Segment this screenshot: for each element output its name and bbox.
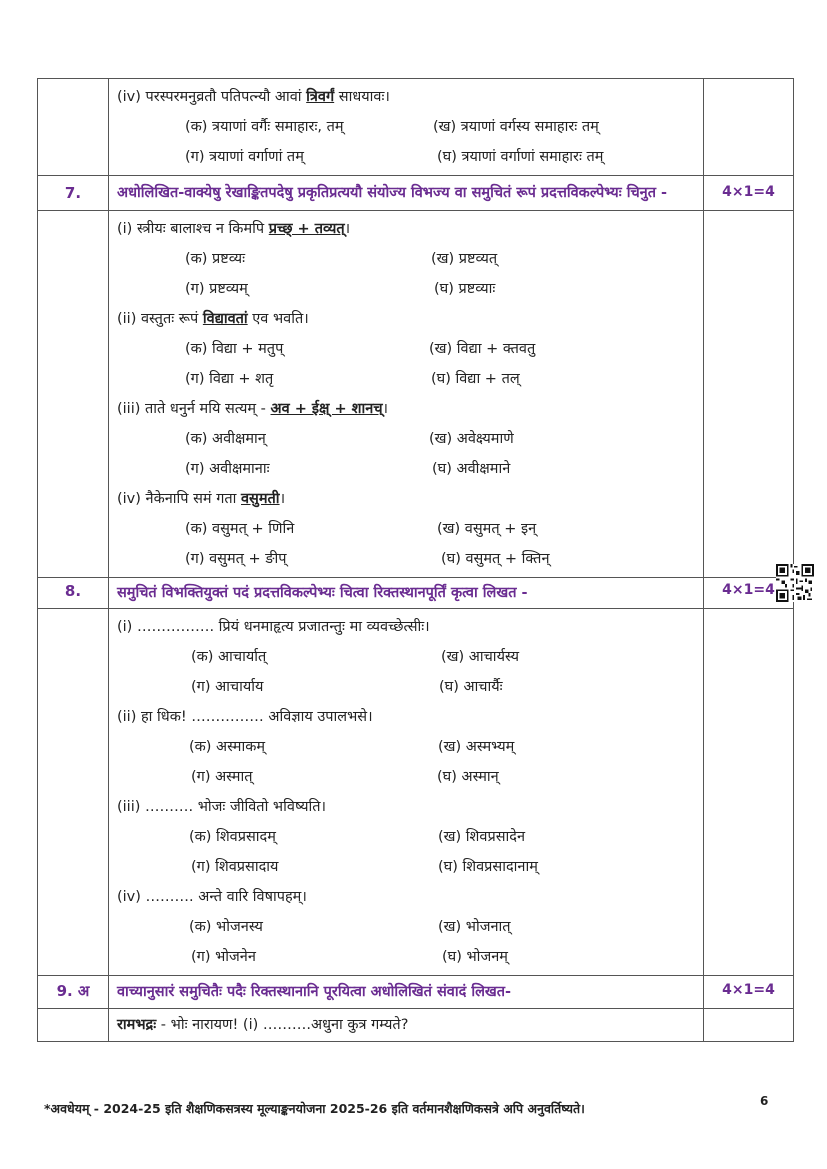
q9-body-row [38,1009,794,1042]
option: (ख) विद्या + क्तवतु [429,341,536,357]
q6-continuation-row [38,79,794,176]
option-row [117,822,695,852]
option: (क) भोजनस्य [189,919,263,935]
option: (ख) आचार्यस्य [441,649,520,665]
question-number: 8. [38,578,109,609]
question-marks: 4×1=4 [704,176,794,211]
option-row [117,244,695,274]
option-row [117,424,695,454]
option: (घ) अस्मान् [437,769,499,785]
option-row [117,274,695,304]
option: (क) त्रयाणां वर्गैः समाहारः, तम् [185,119,344,135]
option: (क) वसुमत् + णिनि [185,521,295,537]
option-row [117,852,695,882]
option: (ख) वसुमत् + इन् [437,521,537,537]
question-instruction: अधोलिखित-वाक्येषु रेखाङ्कितपदेषु प्रकृतिप्रत्ययौ संयोज्य विभज्य वा समुचितं रूपं प्रदत्तविकल्पेभ्यः चिनुत - [109,176,704,211]
option: (घ) आचार्यैः [439,679,503,695]
q7-content [109,211,704,578]
option: (क) प्रष्टव्यः [185,251,246,267]
option: (ग) त्रयाणां वर्गाणां तम् [185,149,304,165]
option: (क) आचार्यात् [191,649,267,665]
option: (ग) अवीक्षमानाः [185,461,270,477]
option-row [117,112,695,142]
question-number: 7. [38,176,109,211]
q8-iii-stem: (iii) ………. भोजः जीवितो भविष्यति। [117,799,327,815]
option-row [117,642,695,672]
q8-body-row [38,609,794,976]
question-marks: 4×1=4 [704,976,794,1009]
option-row [117,942,695,972]
question-instruction: समुचितं विभक्तियुक्तं पदं प्रदत्तविकल्पेभ्यः चित्वा रिक्तस्थानपूर्तिं कृत्वा लिखत - [109,578,704,609]
option: (ग) आचार्याय [191,679,264,695]
q7-iii-stem: (iii) ताते धनुर्न मयि सत्यम् - अव + ईक्ष् + शानच्। [117,401,389,417]
option: (घ) शिवप्रसादानाम् [438,859,538,875]
option: (घ) त्रयाणां वर्गाणां समाहारः तम् [437,149,604,165]
option: (घ) प्रष्टव्याः [434,281,496,297]
option: (ख) भोजनात् [438,919,511,935]
option-row [117,544,695,574]
option-row [117,334,695,364]
footer-note: *अवधेयम् - 2024-25 इति शैक्षणिकसत्रस्य मूल्याङ्कनयोजना 2025-26 इति वर्तमानशैक्षणिकसत्रे अपि अनुवर्तिष्यते। [44,1101,585,1116]
q9-header-row [38,976,794,1009]
question-table [37,78,794,1042]
option-row [117,672,695,702]
option-row [117,762,695,792]
q8-i-stem: (i) ……………. प्रियं धनमाहृत्य प्रजातन्तुः मा व्यवच्छेत्सीः। [117,619,430,635]
option-row [117,364,695,394]
option: (ख) अवेक्ष्यमाणे [429,431,514,447]
question-instruction: वाच्यानुसारं समुचितैः पदैः रिक्तस्थानानि पूरयित्वा अधोलिखितं संवादं लिखत- [109,976,704,1009]
question-marks: 4×1=4 [704,578,794,609]
option: (क) विद्या + मतुप् [185,341,284,357]
option: (ग) वसुमत् + ङीप् [185,551,287,567]
dialogue-line: रामभद्रः - भोः नारायण! (i) ……….अधुना कुत्र गम्यते? [117,1017,409,1033]
option: (ग) अस्मात् [191,769,253,785]
q7-header-row [38,176,794,211]
q6-iv-stem: (iv) परस्परमनुव्रतौ पतिपत्न्यौ आवां त्रिवर्गं साधयावः। [117,89,390,105]
option: (ख) प्रष्टव्यत् [431,251,498,267]
page-number: 6 [760,1094,769,1108]
option-row [117,732,695,762]
option: (घ) वसुमत् + क्तिन् [441,551,550,567]
option: (घ) अवीक्षमाने [432,461,511,477]
option: (क) शिवप्रसादम् [189,829,276,845]
option: (क) अवीक्षमान् [185,431,266,447]
option: (ख) अस्मभ्यम् [438,739,515,755]
q8-iv-stem: (iv) ………. अन्ते वारि विषापहम्। [117,889,307,905]
q7-iv-stem: (iv) नैकेनापि समं गता वसुमती। [117,491,286,507]
q6-iv-content [109,79,704,176]
option: (ग) प्रष्टव्यम् [185,281,248,297]
q8-header-row [38,578,794,609]
option-row [117,912,695,942]
q9-content [109,1009,704,1042]
q8-content [109,609,704,976]
option-row [117,142,695,172]
option: (ख) शिवप्रसादेन [438,829,526,845]
option-row [117,514,695,544]
q7-body-row [38,211,794,578]
option-row [117,454,695,484]
option: (ग) विद्या + शतृ [185,371,274,387]
option: (ख) त्रयाणां वर्गस्य समाहारः तम् [433,119,599,135]
option: (ग) शिवप्रसादाय [191,859,279,875]
q7-i-stem: (i) स्त्रीयः बालाश्च न किमपि प्रच्छ् + तव्यत्। [117,221,351,237]
speaker-name: रामभद्रः [117,1017,157,1033]
option: (क) अस्माकम् [189,739,266,755]
option: (घ) भोजनम् [442,949,508,965]
option: (ग) भोजनेन [191,949,256,965]
qr-code-icon [776,564,814,602]
question-number: 9. अ [38,976,109,1009]
q8-ii-stem: (ii) हा धिक! …………… अविज्ञाय उपालभसे। [117,709,373,725]
option: (घ) विद्या + तल् [431,371,520,387]
q7-ii-stem: (ii) वस्तुतः रूपं विद्यावतां एव भवति। [117,311,309,327]
